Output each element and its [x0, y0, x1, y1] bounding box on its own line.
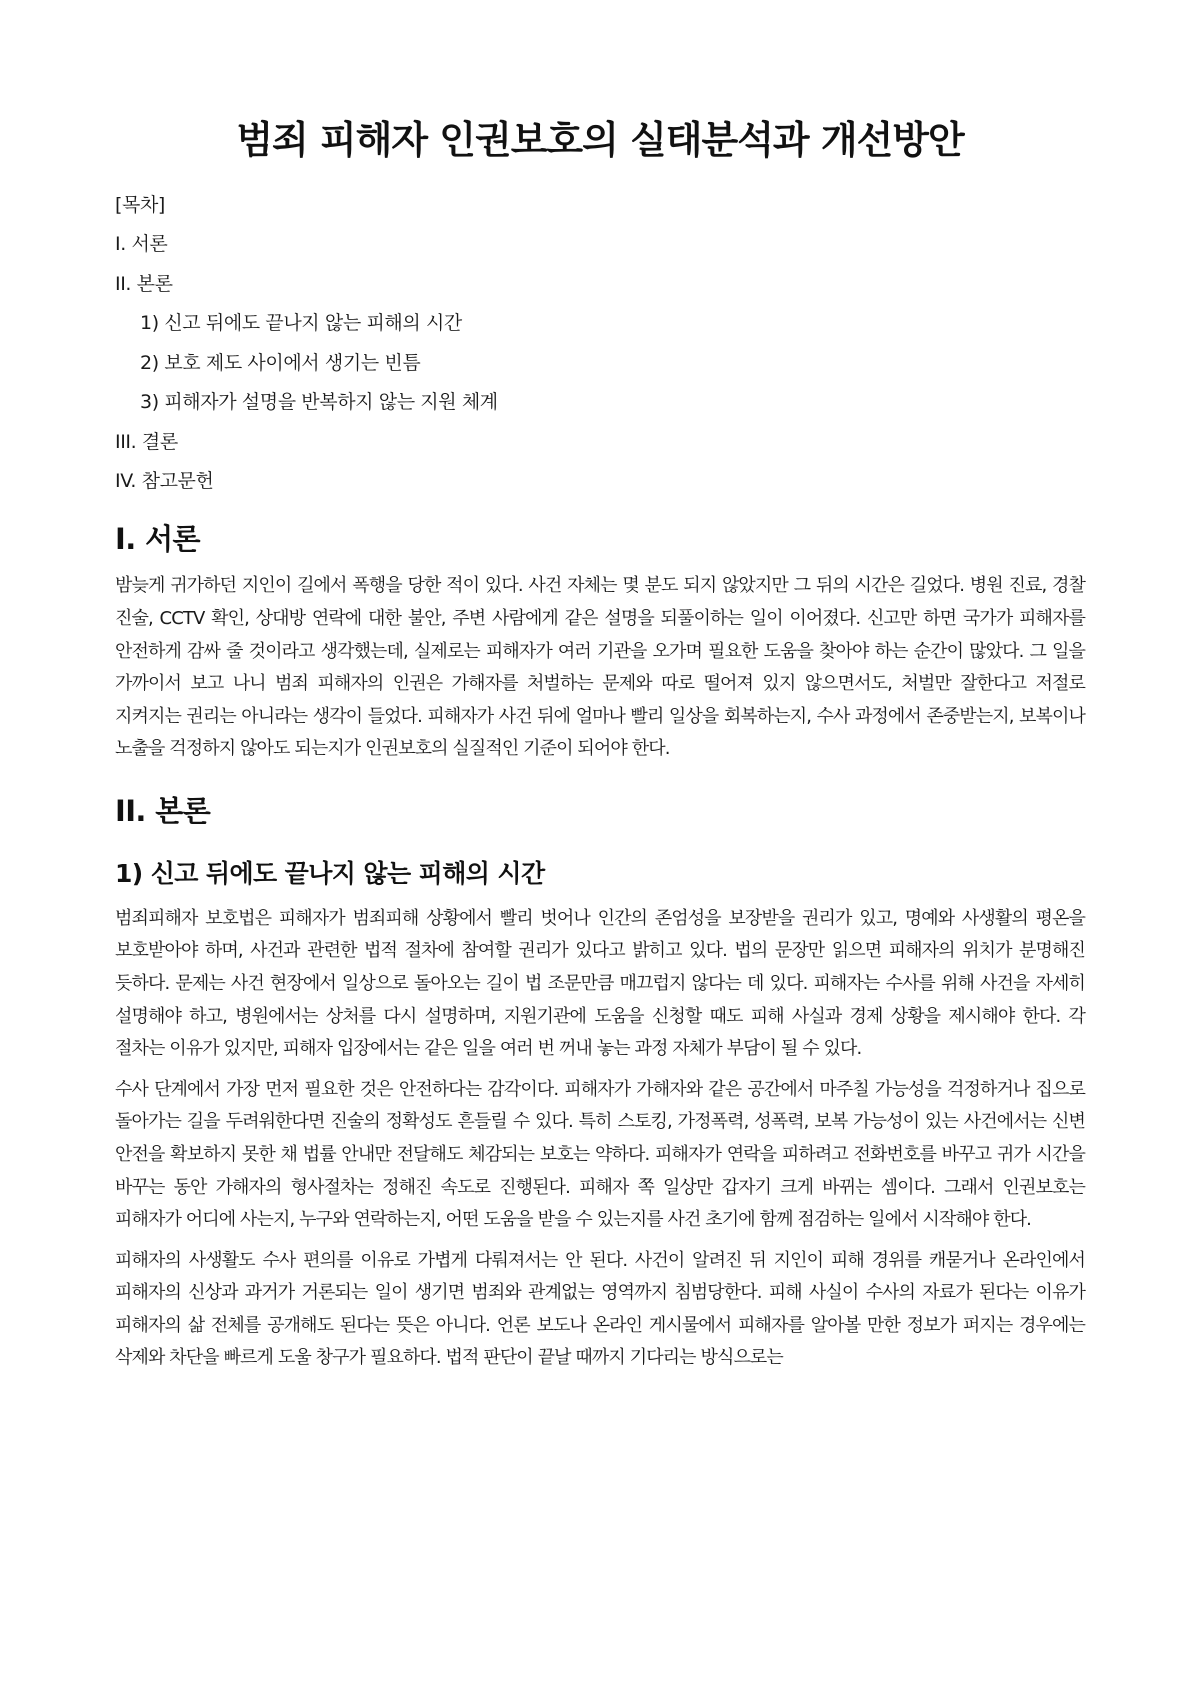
toc-item-introduction: I. 서론	[115, 233, 168, 256]
toc-item-subsection-1: 1) 신고 뒤에도 끝나지 않는 피해의 시간	[140, 312, 462, 335]
section-heading-main-body: II. 본론	[115, 793, 211, 828]
toc-item-subsection-3: 3) 피해자가 설명을 반복하지 않는 지원 체계	[140, 391, 498, 414]
subsection-1-paragraph-1: 범죄피해자 보호법은 피해자가 범죄피해 상황에서 빨리 벗어나 인간의 존엄성을 보장받을 권리가 있고, 명예와 사생활의 평온을 보호받아야 하며, 사건과 관련한 법적 절차에 참여할 권리가 있다고 밝히고 있다. 법의 문장만 읽으면 피해자의 위치가 분명해진 듯하다. 문제는 사건 현장에서 일상으로 돌아오는 길이 법 조문만큼 매끄럽지 않다는 데 있다. 피해자는 수사를 위해 사건을 자세히 설명해야 하고, 병원에서는 상처를 다시 설명하며, 지원기관에 도움을 신청할 때도 피해 사실과 경제 상황을 제시해야 한다. 각 절차는 이유가 있지만, 피해자 입장에서는 같은 일을 여러 번 꺼내 놓는 과정 자체가 부담이 될 수 있다.	[115, 907, 1085, 1060]
toc-item-subsection-2: 2) 보호 제도 사이에서 생기는 빈틈	[140, 351, 421, 374]
toc-item-references: IV. 참고문헌	[115, 470, 214, 493]
toc-label: [목차]	[115, 193, 165, 216]
introduction-paragraph: 밤늦게 귀가하던 지인이 길에서 폭행을 당한 적이 있다. 사건 자체는 몇 분도 되지 않았지만 그 뒤의 시간은 길었다. 병원 진료, 경찰 진술, CCTV 확인, 상대방 연락에 대한 불안, 주변 사람에게 같은 설명을 되풀이하는 일이 이어졌다. 신고만 하면 국가가 피해자를 안전하게 감싸 줄 것이라고 생각했는데, 실제로는 피해자가 여러 기관을 오가며 필요한 도움을 찾아야 하는 순간이 많았다. 그 일을 가까이서 보고 나니 범죄 피해자의 인권은 가해자를 처벌하는 문제와 따로 떨어져 있지 않으면서도, 처벌만 잘한다고 저절로 지켜지는 권리는 아니라는 생각이 들었다. 피해자가 사건 뒤에 얼마나 빨리 일상을 회복하는지, 수사 과정에서 존중받는지, 보복이나 노출을 걱정하지 않아도 되는지가 인권보호의 실질적인 기준이 되어야 한다.	[115, 575, 1085, 760]
subsection-1-paragraph-2: 수사 단계에서 가장 먼저 필요한 것은 안전하다는 감각이다. 피해자가 가해자와 같은 공간에서 마주칠 가능성을 걱정하거나 집으로 돌아가는 길을 두려워한다면 진술의 정확성도 흔들릴 수 있다. 특히 스토킹, 가정폭력, 성폭력, 보복 가능성이 있는 사건에서는 신변 안전을 확보하지 못한 채 법률 안내만 전달해도 체감되는 보호는 약하다. 피해자가 연락을 피하려고 전화번호를 바꾸고 귀가 시간을 바꾸는 동안 가해자의 형사절차는 정해진 속도로 진행된다. 피해자 쪽 일상만 갑자기 크게 바뀌는 셈이다. 그래서 인권보호는 피해자가 어디에 사는지, 누구와 연락하는지, 어떤 도움을 받을 수 있는지를 사건 초기에 함께 점검하는 일에서 시작해야 한다.	[115, 1078, 1085, 1231]
subsection-1-paragraph-3: 피해자의 사생활도 수사 편의를 이유로 가볍게 다뤄져서는 안 된다. 사건이 알려진 뒤 지인이 피해 경위를 캐묻거나 온라인에서 피해자의 신상과 과거가 거론되는 일이 생기면 범죄와 관계없는 영역까지 침범당한다. 피해 사실이 수사의 자료가 된다는 이유가 피해자의 삶 전체를 공개해도 된다는 뜻은 아니다. 언론 보도나 온라인 게시물에서 피해자를 알아볼 만한 정보가 퍼지는 경우에는 삭제와 차단을 빠르게 도울 창구가 필요하다. 법적 판단이 끝날 때까지 기다리는 방식으로는	[115, 1249, 1085, 1369]
toc-item-main-body: II. 본론	[115, 272, 173, 295]
document-title: 범죄 피해자 인권보호의 실태분석과 개선방안	[236, 118, 964, 162]
table-of-contents	[115, 186, 1085, 502]
section-heading-introduction: I. 서론	[115, 521, 200, 556]
toc-item-conclusion: III. 결론	[115, 430, 178, 453]
subsection-heading-1: 1) 신고 뒤에도 끝나지 않는 피해의 시간	[115, 858, 545, 888]
